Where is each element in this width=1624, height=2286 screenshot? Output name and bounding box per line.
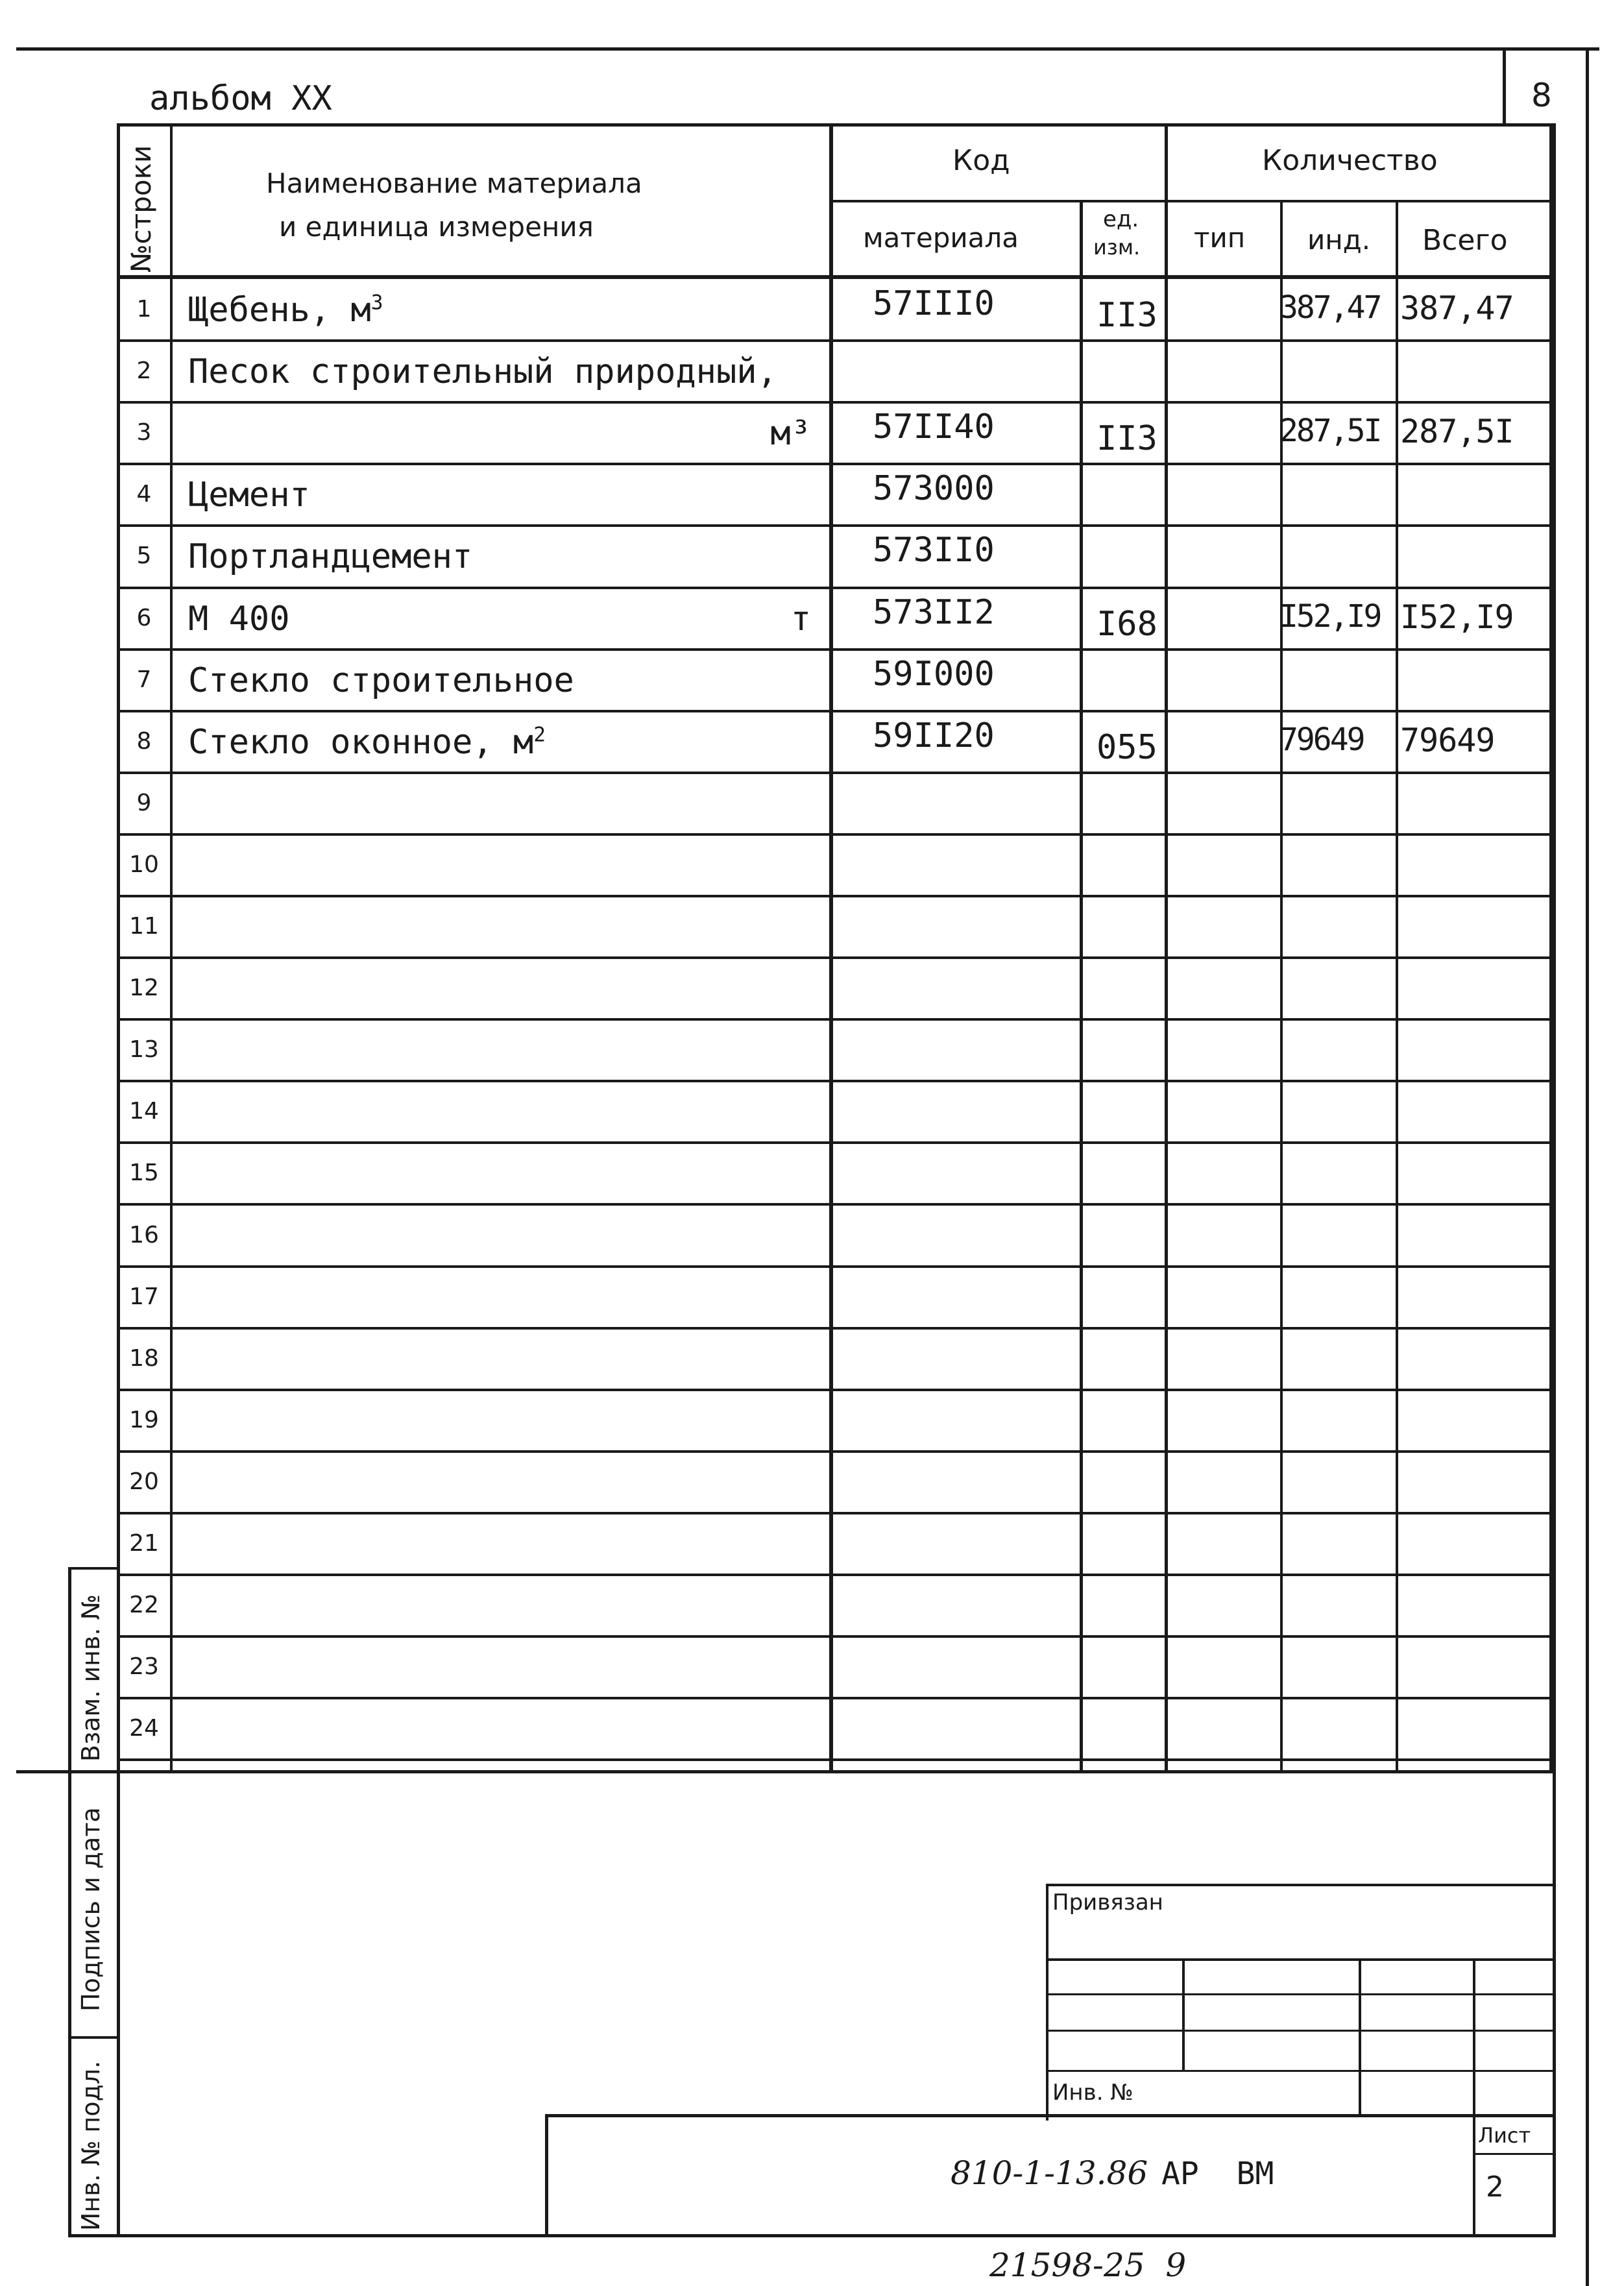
row-number-header: №строки	[125, 145, 157, 273]
row-number: 6	[136, 605, 152, 631]
row-separator	[117, 1450, 1554, 1453]
material-name: Стекло строительное	[188, 661, 574, 700]
row-separator	[117, 833, 1554, 836]
row-separator	[117, 1327, 1554, 1330]
stamp-line-left	[545, 2114, 548, 2237]
material-code-header: материала	[863, 222, 1019, 254]
code-group-header: Код	[952, 144, 1010, 177]
row-number: 14	[129, 1098, 159, 1125]
side-line-2	[68, 2036, 119, 2039]
row-separator	[117, 1141, 1554, 1144]
row-number: 5	[136, 542, 152, 569]
row-number: 18	[129, 1345, 159, 1372]
row-separator	[117, 401, 1554, 404]
unit-superscript: 2	[533, 723, 546, 747]
row-number: 11	[129, 913, 159, 940]
row-number: 9	[136, 790, 152, 816]
stamp-line-g	[1359, 1958, 1361, 2117]
row-number: 12	[129, 975, 159, 1001]
sheet-label: Лист	[1478, 2123, 1531, 2148]
row-separator	[117, 1574, 1554, 1576]
header-bottom-line	[117, 275, 1554, 279]
album-title: альбом XX	[149, 79, 332, 118]
unit-header-line1: ед.	[1103, 206, 1139, 232]
material-name: Цемент	[188, 476, 310, 515]
quantity-total: 79649	[1400, 722, 1495, 759]
quantity-group-header: Количество	[1262, 144, 1438, 177]
material-name: М 400	[188, 600, 290, 638]
row-number: 8	[136, 728, 152, 755]
row-number: 17	[129, 1283, 159, 1310]
row-separator	[117, 339, 1554, 342]
unit-header-line2: изм.	[1093, 235, 1141, 260]
row-number: 23	[129, 1653, 159, 1680]
stamp-line-main	[545, 2114, 1554, 2117]
replacement-inventory-label: Взам. инв. №	[77, 1594, 105, 1762]
quantity-total: I52,I9	[1400, 598, 1514, 636]
row-separator	[117, 956, 1554, 959]
material-code: 573000	[873, 469, 995, 508]
quantity-ind: I52,I9	[1279, 598, 1381, 635]
row-number: 19	[129, 1407, 159, 1433]
row-separator	[117, 1697, 1554, 1699]
row-number: 24	[129, 1715, 159, 1742]
page-number: 8	[1531, 77, 1552, 114]
ind-header: инд.	[1307, 224, 1371, 256]
row-separator	[117, 648, 1554, 651]
type-header: тип	[1194, 222, 1246, 254]
name-header-line1: Наименование материала	[266, 167, 642, 199]
material-code: 573II2	[873, 593, 995, 632]
material-code: 59I000	[873, 655, 995, 694]
row-number: 21	[129, 1530, 159, 1557]
quantity-ind: 79649	[1279, 722, 1364, 758]
stamp-line-d	[1046, 2030, 1554, 2032]
row-separator	[117, 1080, 1554, 1082]
col-line-ind	[1396, 201, 1398, 1773]
stamp-line-c	[1046, 1993, 1554, 1995]
archive-number: 21598-25 9	[989, 2246, 1187, 2284]
row-number: 16	[129, 1222, 159, 1248]
unit-code: 055	[1097, 728, 1157, 767]
row-number: 22	[129, 1592, 159, 1618]
material-code: 57III0	[873, 284, 995, 323]
quantity-ind: 387,47	[1279, 289, 1381, 326]
row-separator	[117, 1018, 1554, 1021]
unit-superscript: 3	[370, 291, 383, 315]
stamp-line-top	[1046, 1884, 1554, 1886]
sheet-number: 2	[1486, 2170, 1504, 2204]
material-name: Портландцемент	[188, 537, 473, 576]
side-line-top	[68, 1567, 119, 1570]
sheet-label-line	[1473, 2153, 1554, 2155]
row-number: 1	[136, 296, 152, 322]
col-line-name	[829, 123, 833, 1773]
document-code: 810-1-13.86	[951, 2154, 1148, 2192]
quantity-ind: 287,5I	[1279, 413, 1381, 449]
material-code: 59II20	[873, 716, 995, 755]
top-border-line	[16, 47, 1599, 51]
side-line-1	[16, 1770, 1554, 1773]
document-suffix: АР ВМ	[1161, 2156, 1274, 2192]
col-line-right-thick	[1549, 123, 1553, 1773]
page-number-divider	[1503, 47, 1506, 125]
row-number: 15	[129, 1160, 159, 1186]
row-separator	[117, 1389, 1554, 1391]
col-line-material	[1080, 201, 1083, 1773]
unit-symbol: т	[790, 600, 811, 638]
side-outer-line	[68, 1567, 71, 2237]
material-name: Песок строительный природный,	[188, 352, 777, 391]
row-separator	[117, 772, 1554, 774]
row-separator	[117, 1203, 1554, 1206]
right-frame-line	[1586, 47, 1589, 2286]
row-number: 7	[136, 666, 152, 693]
row-number: 10	[129, 851, 159, 878]
row-number: 3	[136, 419, 152, 446]
stamp-line-e	[1046, 2070, 1554, 2072]
stamp-line-b	[1046, 1958, 1554, 1961]
material-name: Щебень, $м^3$	[188, 291, 383, 330]
row-number: 20	[129, 1468, 159, 1495]
row-number: 13	[129, 1036, 159, 1063]
bottom-frame-line	[68, 2234, 1555, 2237]
quantity-total: 287,5I	[1400, 413, 1514, 450]
row-separator	[117, 587, 1554, 589]
unit-code: II3	[1097, 296, 1157, 335]
side-inner-line	[117, 1773, 120, 2237]
row-separator	[117, 1512, 1554, 1514]
row-number: 2	[136, 358, 152, 384]
inventory-number-label: Инв. №	[1052, 2080, 1133, 2106]
material-code: 573II0	[873, 531, 995, 570]
original-inventory-label: Инв. № подл.	[77, 2060, 105, 2231]
stamp-line-f	[1182, 1958, 1185, 2072]
name-header-line2: и единица измерения	[279, 211, 594, 243]
signature-date-label: Подпись и дата	[77, 1807, 105, 2012]
row-separator	[117, 1265, 1554, 1268]
row-separator	[117, 1758, 1554, 1761]
header-mid-line	[829, 200, 1553, 202]
row-separator	[117, 463, 1554, 465]
total-header: Всего	[1422, 224, 1508, 257]
attached-label: Привязан	[1052, 1890, 1163, 1915]
unit-symbol: м³	[770, 414, 811, 453]
material-code: 57II40	[873, 407, 995, 446]
quantity-total: 387,47	[1400, 289, 1514, 327]
stamp-line-a	[1046, 1884, 1048, 2121]
unit-code: II3	[1097, 419, 1157, 458]
row-number: 4	[136, 481, 152, 507]
row-separator	[117, 1635, 1554, 1638]
col-line-rownum	[170, 123, 173, 1773]
col-line-unit	[1165, 123, 1168, 1773]
row-separator	[117, 524, 1554, 527]
row-separator	[117, 710, 1554, 712]
row-separator	[117, 895, 1554, 897]
material-name: Стекло оконное, $м^2$	[188, 723, 546, 762]
stamp-line-h	[1473, 1958, 1475, 2237]
unit-code: I68	[1097, 605, 1157, 644]
